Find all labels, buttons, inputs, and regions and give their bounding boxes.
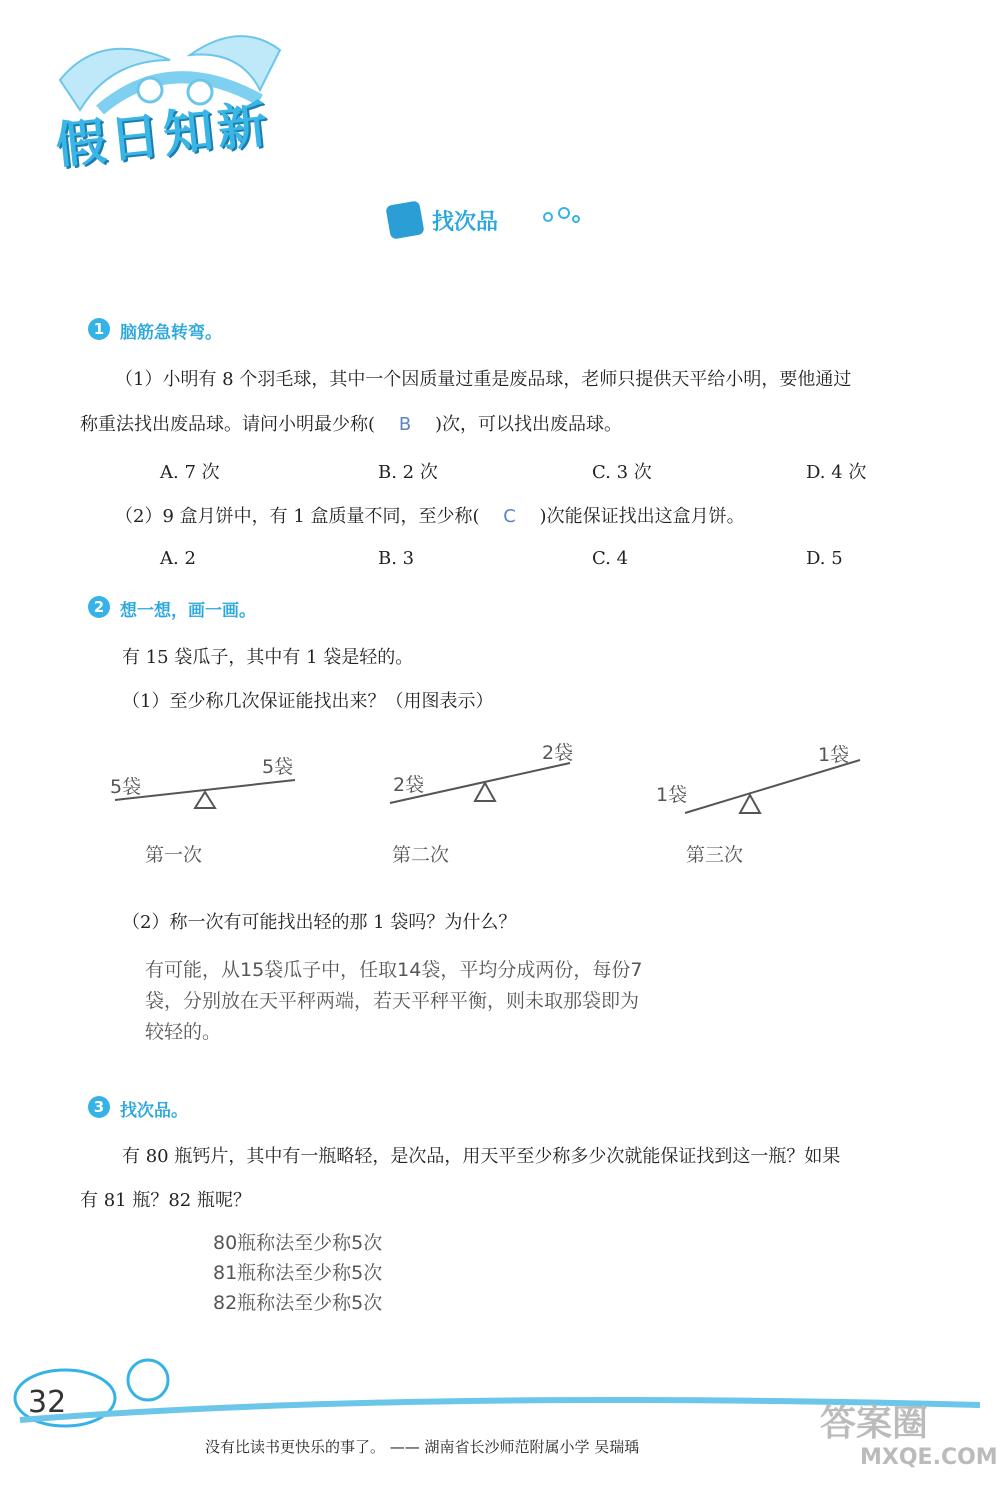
question-text-part: )次能保证找出这盒月饼。: [539, 506, 745, 527]
question-text: （1）至少称几次保证能找出来？（用图表示）: [122, 691, 494, 712]
question-text: 有 15 袋瓜子，其中有 1 袋是轻的。: [122, 647, 414, 668]
question-text: [115, 502, 745, 532]
question-text: [80, 410, 622, 440]
section-title: 想一想，画一画。: [120, 601, 256, 621]
scale-left-label: 1袋: [656, 784, 688, 806]
scale-right-label: 2袋: [542, 742, 574, 764]
footer-quote: 没有比读书更快乐的事了。 —— 湖南省长沙师范附属小学 吴瑞瑀: [205, 1438, 640, 1456]
book-icon: [385, 200, 424, 239]
handwritten-answer-line: 80瓶称法至少称5次: [213, 1232, 383, 1254]
handwritten-answer-line: 较轻的。: [145, 1021, 222, 1043]
option: A. 7 次: [160, 462, 220, 483]
section-number: 2: [88, 596, 110, 618]
question-text: 有 81 瓶？82 瓶呢？: [80, 1190, 251, 1211]
scale-right-label: 1袋: [818, 744, 850, 766]
question-text: （1）小明有 8 个羽毛球，其中一个因质量过重是废品球，老师只提供天平给小明，要他通过: [115, 369, 852, 390]
question-text-part: )次，可以找出废品球。: [435, 414, 623, 435]
option: D. 4 次: [806, 462, 867, 483]
section-number: 1: [88, 318, 110, 340]
scale-left-label: 5袋: [110, 776, 142, 798]
handwritten-answer-line: 81瓶称法至少称5次: [213, 1262, 383, 1284]
handwritten-answer-line: 82瓶称法至少称5次: [213, 1292, 383, 1314]
balance-scale-drawing: [680, 745, 880, 835]
option: D. 5: [806, 548, 843, 569]
question-text-part: （2）9 盒月饼中，有 1 盒质量不同，至少称(: [115, 506, 480, 527]
page-title: 找次品: [432, 210, 499, 235]
handwritten-answer-line: 袋，分别放在天平秤两端，若天平秤平衡，则未取那袋即为: [145, 990, 640, 1012]
answer-blank: C: [503, 506, 516, 527]
scale-caption: 第一次: [145, 844, 203, 866]
scale-caption: 第三次: [686, 844, 744, 866]
answer-blank: B: [398, 414, 412, 435]
section-number: 3: [88, 1096, 110, 1118]
question-text: 有 80 瓶钙片，其中有一瓶略轻，是次品，用天平至少称多少次就能保证找到这一瓶？如果: [122, 1146, 841, 1167]
option: C. 4: [592, 548, 629, 569]
page-number: 32: [28, 1385, 67, 1420]
watermark-logo: 答案圈: [820, 1403, 929, 1444]
sparkle-icon: [540, 205, 585, 230]
scale-left-label: 2袋: [393, 774, 425, 796]
scale-caption: 第二次: [392, 844, 450, 866]
option: B. 2 次: [378, 462, 438, 483]
watermark-url: MXQE.COM: [860, 1445, 998, 1470]
handwritten-answer-line: 有可能，从15袋瓜子中，任取14袋，平均分成两份，每份7: [145, 959, 643, 981]
scale-right-label: 5袋: [262, 756, 294, 778]
logo-title: 假日知新: [52, 94, 274, 176]
section-title: 找次品。: [120, 1101, 188, 1121]
option: A. 2: [160, 548, 196, 569]
question-text-part: 称重法找出废品球。请问小明最少称(: [80, 414, 376, 435]
option: C. 3 次: [592, 462, 652, 483]
question-text: （2）称一次有可能找出轻的那 1 袋吗？为什么？: [122, 912, 517, 933]
option: B. 3: [378, 548, 415, 569]
section-title: 脑筋急转弯。: [120, 323, 222, 343]
